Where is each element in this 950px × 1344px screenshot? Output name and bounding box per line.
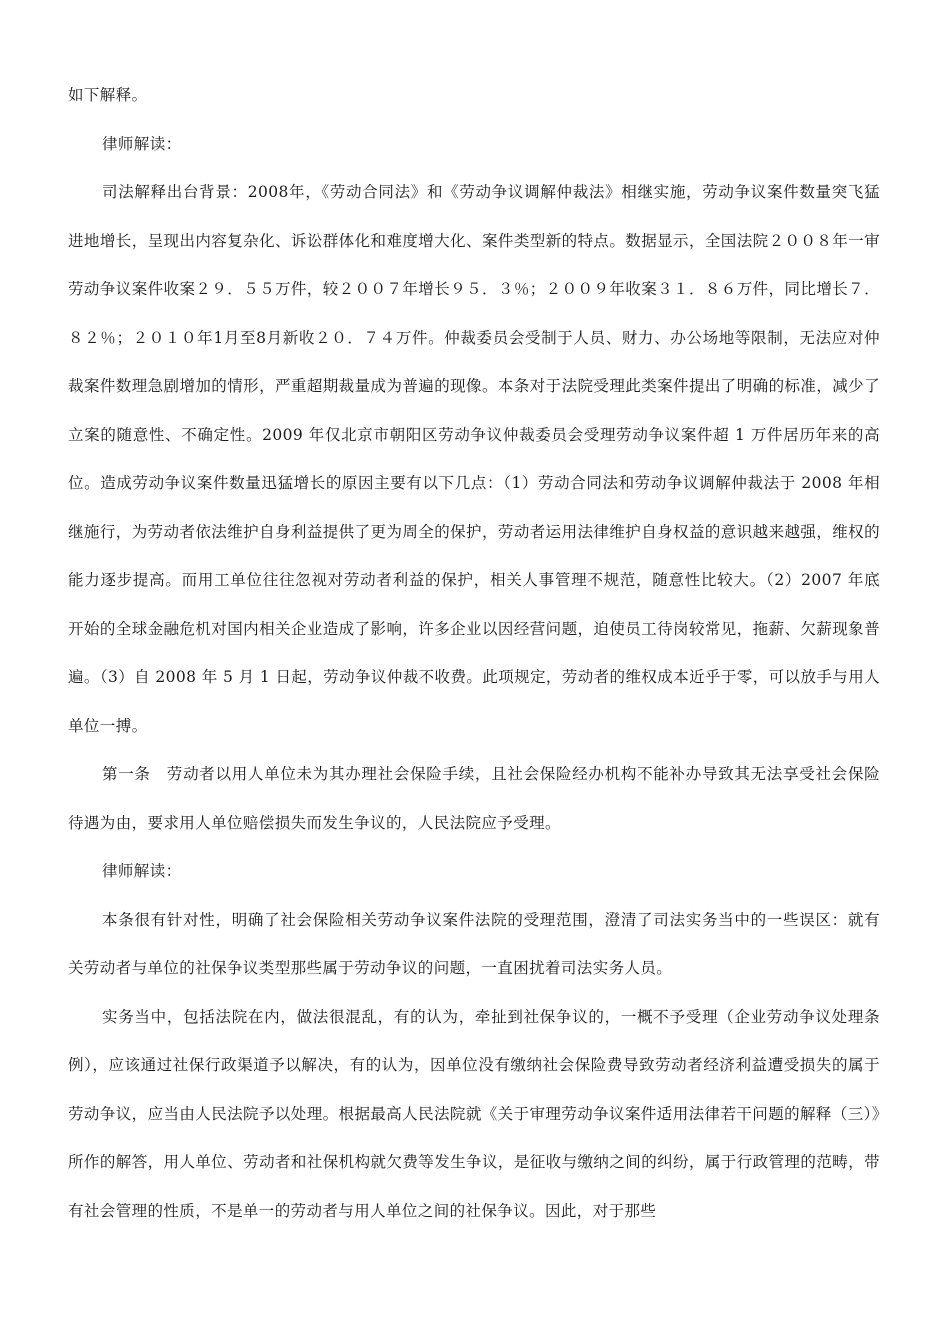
paragraph-background: 司法解释出台背景：2008年，《劳动合同法》和《劳动争议调解仲裁法》相继实施，劳动争议案件数量突飞猛进地增长，呈现出内容复杂化、诉讼群体化和难度增大化、案件类型新的特点。数据显示，全国法院２００８年一审劳动争议案件收案２９．５５万件，较２００７年增长９５．３％；２００９年收案３１．８６万件，同比增长７．８２％；２０１０年1月至8月新收２０．７４万件。仲裁委员会受制于人员、财力、办公场地等限制，无法应对仲裁案件数理急剧增加的情形，严重超期裁量成为普遍的现像。本条对于法院受理此类案件提出了明确的标准，减少了立案的随意性、不确定性。2009 年仅北京市朝阳区劳动争议仲裁委员会受理劳动争议案件超 1 万件居历年来的高位。造成劳动争议案件数量迅猛增长的原因主要有以下几点：（1）劳动合同法和劳动争议调解仲裁法于 2008 年相继施行，为劳动者依法维护自身利益提供了更为周全的保护，劳动者运用法律维护自身权益的意识越来越强，维权的能力逐步提高。而用工单位往往忽视对劳动者利益的保护，相关人事管理不规范，随意性比较大。（2）2007 年底开始的全球金融危机对国内相关企业造成了影响，许多企业以因经营问题，迫使员工待岗较常见，拖薪、欠薪现象普遍。（3）自 2008 年 5 月 1 日起，劳动争议仲裁不收费。此项规定，劳动者的维权成本近乎于零，可以放手与用人单位一搏。 [68,183,880,735]
paragraph-continuation: 如下解释。 [68,86,148,104]
paragraph-commentary: 本条很有针对性，明确了社会保险相关劳动争议案件法院的受理范围，澄清了司法实务当中的一些误区：就有关劳动者与单位的社保争议类型那些属于劳动争议的问题，一直困扰着司法实务人员。 [68,910,880,977]
article-one: 第一条 劳动者以用人单位未为其办理社会保险手续，且社会保险经办机构不能补办导致其无法享受社会保险待遇为由，要求用人单位赔偿损失而发生争议的，人民法院应予受理。 [68,765,880,832]
lawyer-commentary-heading: 律师解读： [102,134,182,153]
lawyer-commentary-heading: 律师解读： [102,862,182,880]
document-body [68,71,880,1235]
paragraph-practice: 实务当中，包括法院在内，做法很混乱，有的认为，牵扯到社保争议的，一概不予受理（企业劳动争议处理条例），应该通过社保行政渠道予以解决，有的认为，因单位没有缴纳社会保险费导致劳动者经济利益遭受损失的属于劳动争议，应当由人民法院予以处理。根据最高人民法院就《关于审理劳动争议案件适用法律若干问题的解释（三）》所作的解答，用人单位、劳动者和社保机构就欠费等发生争议，是征收与缴纳之间的纠纷，属于行政管理的范畴，带有社会管理的性质，不是单一的劳动者与用人单位之间的社保争议。因此，对于那些 [68,1007,880,1220]
